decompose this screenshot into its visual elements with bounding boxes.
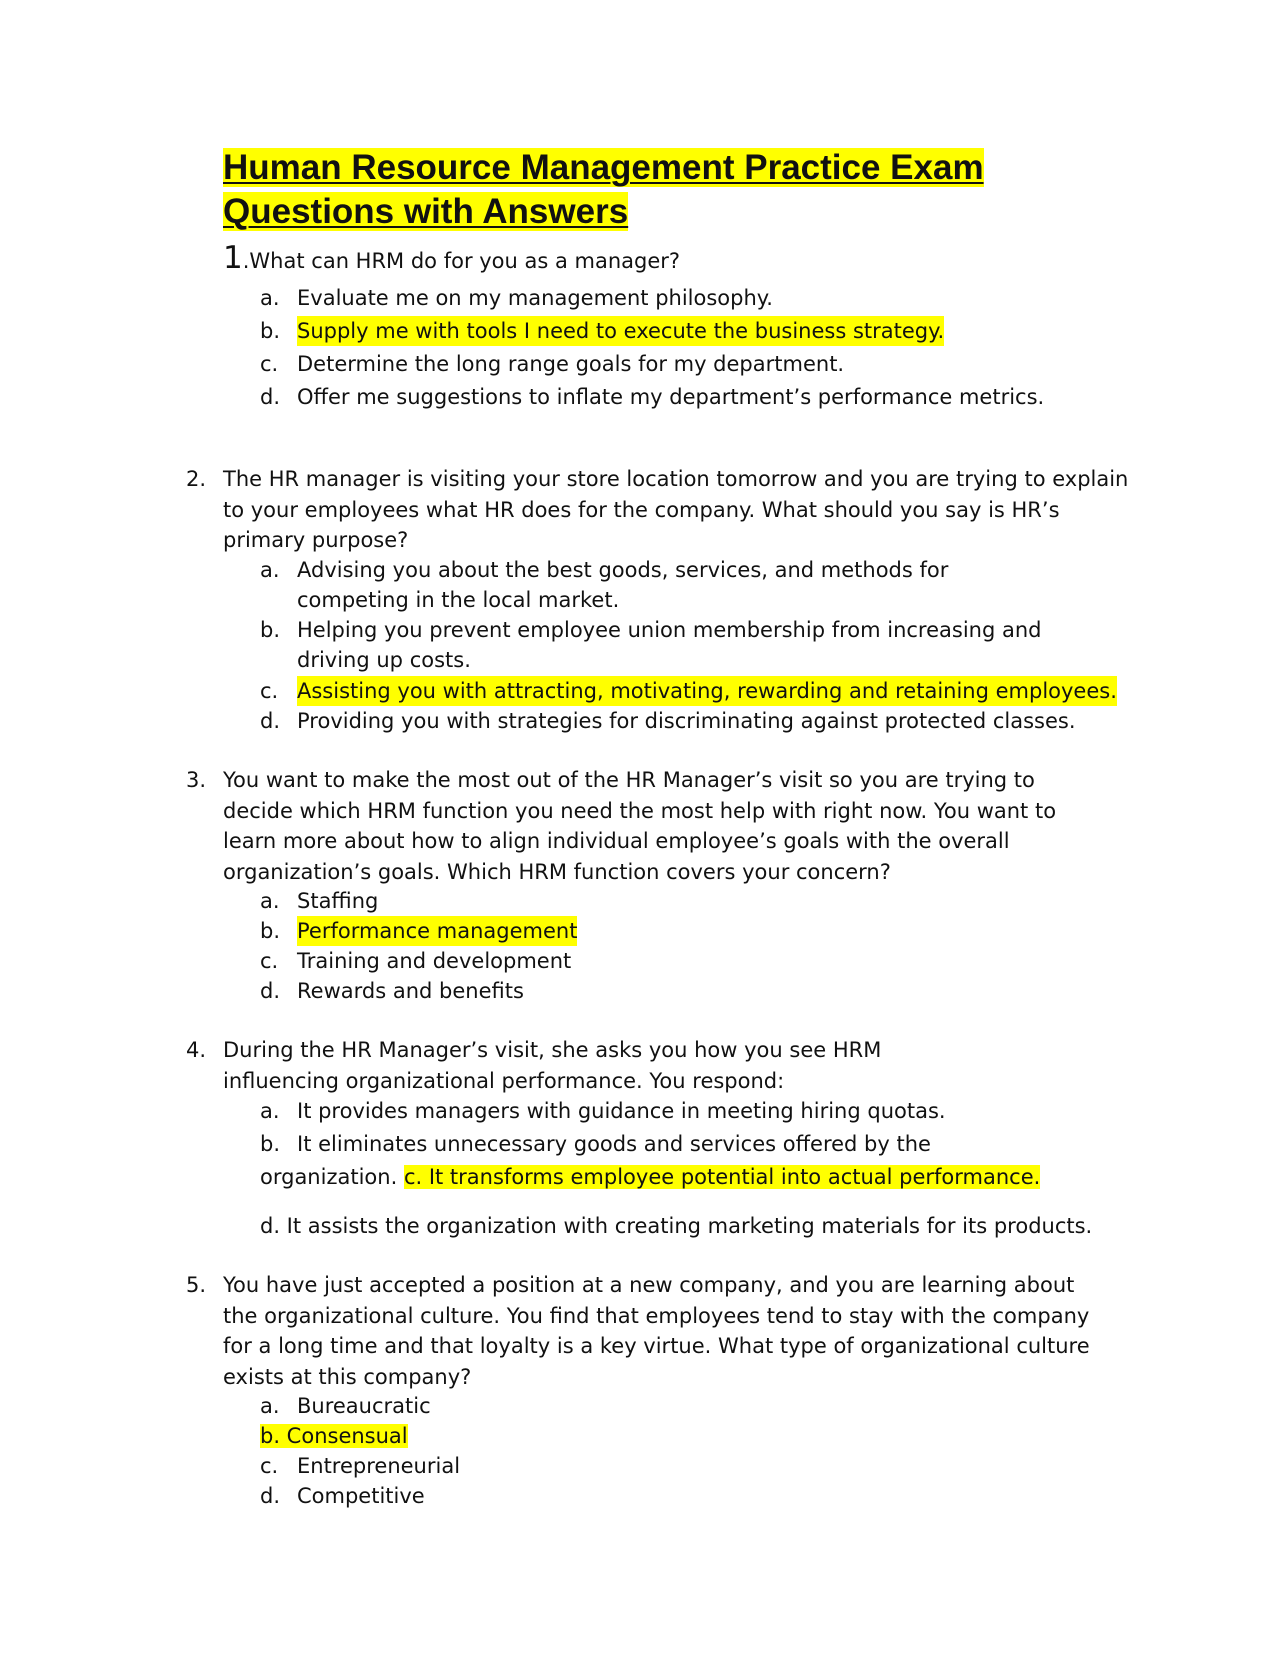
option-text: Determine the long range goals for my department. [297, 352, 845, 376]
option-text: Training and development [297, 949, 572, 973]
option-4b-continued [260, 1162, 1040, 1192]
document-title [223, 146, 1023, 234]
question-number: 3. [186, 768, 207, 792]
correct-answer: b. Consensual [260, 1424, 408, 1448]
option-letter: c. [260, 352, 279, 376]
option-text: Providing you with strategies for discriminating against protected classes. [297, 709, 1076, 733]
option-text: Staffing [297, 889, 379, 913]
option-text: Offer me suggestions to inflate my department’s performance metrics. [297, 385, 1045, 409]
option-text: Entrepreneurial [297, 1454, 461, 1478]
correct-answer: Assisting you with attracting, motivating, rewarding and retaining employees. [297, 676, 1117, 706]
option-letter: d. [260, 385, 281, 409]
option-2b [260, 615, 1120, 675]
correct-answer: Supply me with tools I need to execute the business strategy. [297, 316, 944, 346]
option-letter: b. [260, 319, 281, 343]
option-text: Advising you about the best goods, services, and methods for competing in the local market. [297, 558, 949, 612]
correct-answer: c. It transforms employee potential into actual performance. [403, 1165, 1041, 1189]
option-text: organization. [260, 1165, 404, 1189]
option-letter: c. [260, 679, 279, 703]
option-letter: a. [260, 1394, 280, 1418]
option-text: It eliminates unnecessary goods and services offered by the [297, 1132, 931, 1156]
question-5-text: You have just accepted a position at a new company, and you are learning about the organizational culture. You find that employees tend to stay with the company for a long time and that loyalty is a key virtue. What type of organizational culture exists at this company? [223, 1273, 1090, 1389]
title-line-2: Questions with Answers [223, 192, 629, 231]
option-letter: d. [260, 979, 281, 1003]
option-text: Helping you prevent employee union membership from increasing and driving up costs. [297, 618, 1042, 672]
option-text: It provides managers with guidance in meeting hiring quotas. [297, 1099, 946, 1123]
title-line-1: Human Resource Management Practice Exam [223, 148, 984, 187]
option-letter: c. [260, 949, 279, 973]
option-letter: a. [260, 1099, 280, 1123]
question-number: 5. [186, 1273, 207, 1297]
question-number: 4. [186, 1038, 207, 1062]
option-text: Competitive [297, 1484, 425, 1508]
question-3-text: You want to make the most out of the HR Manager’s visit so you are trying to decide which HRM function you need the most help with right now. You want to learn more about how to align individual employee’s goals with the overall organization’s goals. Which HRM function covers your concern? [223, 768, 1057, 884]
question-4-text: During the HR Manager’s visit, she asks you how you see HRM influencing organizational performance. You respond: [223, 1038, 882, 1093]
option-letter: b. [260, 618, 281, 642]
option-letter: d. [260, 709, 281, 733]
question-number: 1 [223, 240, 243, 276]
option-letter: b. [260, 919, 281, 943]
option-letter: a. [260, 558, 280, 582]
option-5b [260, 1421, 408, 1451]
option-text: Rewards and benefits [297, 979, 524, 1003]
question-number: 2. [186, 467, 207, 491]
option-text: Evaluate me on my management philosophy. [297, 286, 773, 310]
option-text: Bureaucratic [297, 1394, 431, 1418]
question-text: What can HRM do for you as a manager? [249, 249, 681, 273]
option-4d: d. It assists the organization with creating marketing materials for its products. [260, 1214, 1093, 1238]
option-letter: c. [260, 1454, 279, 1478]
question-number-suffix: . [242, 249, 250, 273]
question-2-text: The HR manager is visiting your store location tomorrow and you are trying to explain to your employees what HR does for the company. What should you say is HR’s primary purpose? [223, 467, 1129, 552]
option-letter: a. [260, 286, 280, 310]
option-letter: a. [260, 889, 280, 913]
correct-answer: Performance management [297, 916, 577, 946]
option-letter: b. [260, 1132, 281, 1156]
option-2a [260, 555, 1120, 615]
question-1 [223, 240, 681, 276]
option-letter: d. [260, 1484, 281, 1508]
